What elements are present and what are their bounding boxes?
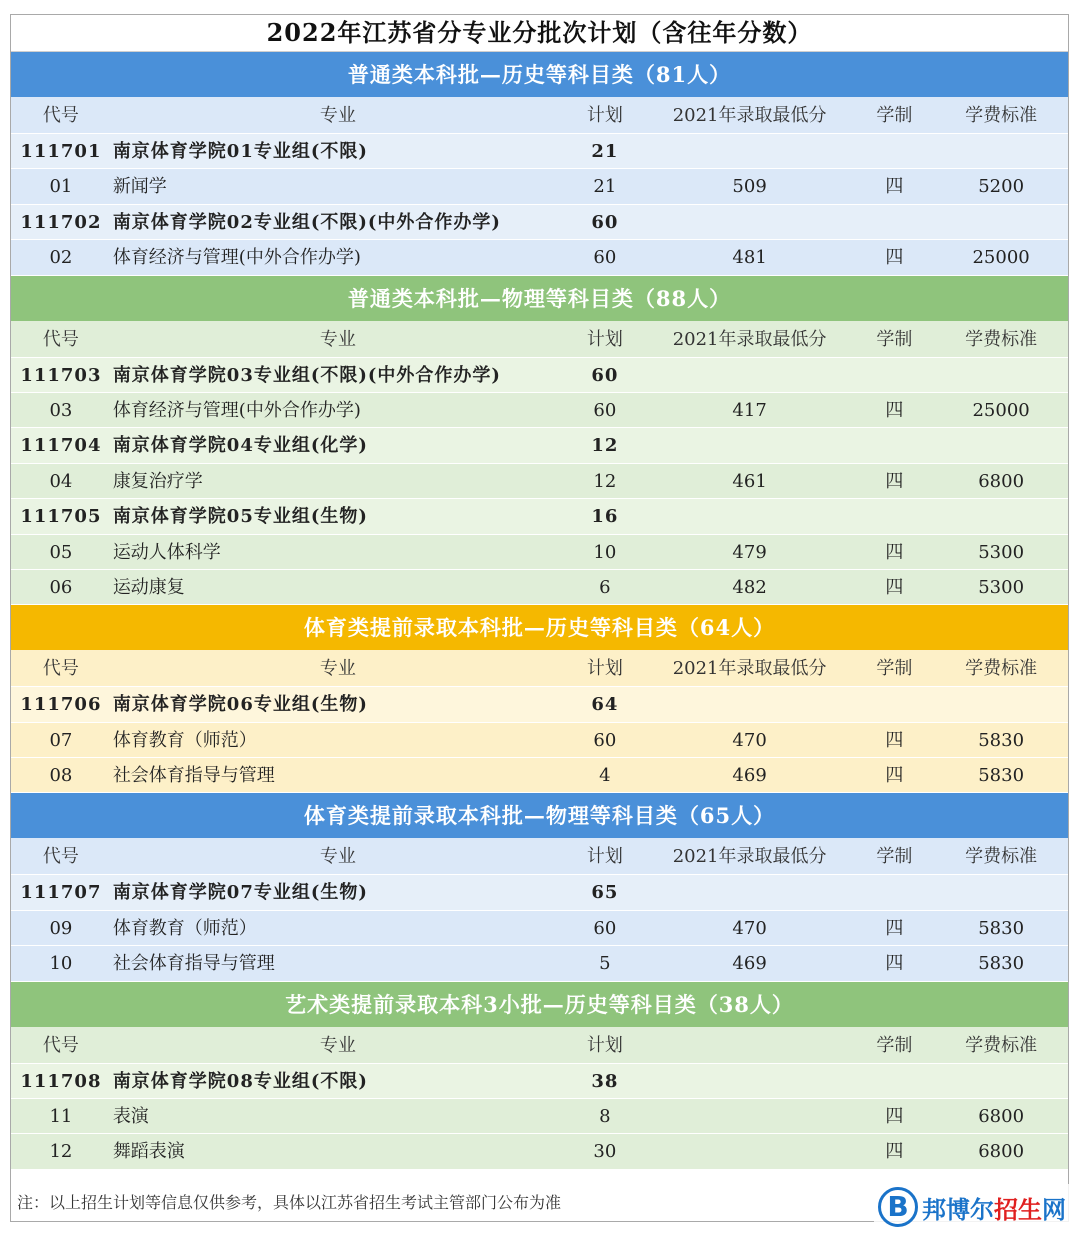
cell-code: 111708 xyxy=(20,1070,102,1092)
cell-plan: 65 xyxy=(591,882,619,904)
group-row xyxy=(11,875,1068,910)
cell-years: 四 xyxy=(885,470,904,492)
cell-major: 舞蹈表演 xyxy=(112,1141,185,1163)
cell-major: 南京体育学院01专业组(不限) xyxy=(112,141,368,162)
cell-plan: 60 xyxy=(593,247,617,269)
cell-plan: 12 xyxy=(593,470,617,492)
cell-score: 417 xyxy=(732,399,767,421)
cell-plan: 16 xyxy=(591,506,619,528)
table-header-row xyxy=(11,650,1068,687)
header-fee: 学费标准 xyxy=(965,105,1038,126)
cell-code: 10 xyxy=(49,953,73,975)
cell-code: 08 xyxy=(49,765,73,787)
footnote: 注：以上招生计划等信息仅供参考，具体以江苏省招生考试主管部门公布为准 xyxy=(11,1185,1068,1221)
header-code: 代号 xyxy=(42,1034,79,1056)
header-major: 专业 xyxy=(319,105,356,126)
watermark-text: 邦博尔招生网 xyxy=(922,1195,1066,1224)
cell-years xyxy=(854,205,934,239)
cell-score xyxy=(645,1134,855,1168)
cell-plan: 4 xyxy=(599,765,611,787)
table-header-row xyxy=(11,321,1068,358)
cell-years: 四 xyxy=(885,917,904,939)
cell-code: 111701 xyxy=(20,141,102,162)
cell-years xyxy=(854,134,934,168)
cell-fee xyxy=(934,499,1068,533)
header-years: 学制 xyxy=(876,1034,913,1056)
cell-major: 体育教育（师范） xyxy=(112,729,257,751)
cell-code: 111705 xyxy=(20,506,102,528)
table-header-row xyxy=(11,97,1068,134)
plan-table xyxy=(10,14,1069,1222)
header-plan: 计划 xyxy=(586,328,623,350)
header-plan: 计划 xyxy=(586,105,623,126)
header-fee: 学费标准 xyxy=(965,328,1038,350)
table-header-row xyxy=(11,838,1068,875)
header-score: 2021年录取最低分 xyxy=(672,328,827,350)
cell-years: 四 xyxy=(885,1141,904,1163)
cell-major: 社会体育指导与管理 xyxy=(112,953,275,975)
cell-years: 四 xyxy=(885,1106,904,1128)
cell-years xyxy=(854,875,934,909)
cell-score: 470 xyxy=(732,729,767,751)
cell-score: 479 xyxy=(732,541,767,563)
cell-code: 111704 xyxy=(20,435,102,457)
table-row xyxy=(11,1134,1068,1169)
header-major: 专业 xyxy=(319,846,356,868)
cell-major: 南京体育学院02专业组(不限)(中外合作办学) xyxy=(112,211,501,233)
cell-fee: 25000 xyxy=(972,247,1030,269)
header-code: 代号 xyxy=(42,658,79,680)
cell-fee: 6800 xyxy=(978,1141,1025,1163)
cell-plan: 12 xyxy=(591,435,619,457)
cell-years xyxy=(854,428,934,462)
cell-major: 体育经济与管理(中外合作办学) xyxy=(112,399,361,421)
cell-score: 470 xyxy=(732,917,767,939)
cell-plan: 38 xyxy=(591,1070,619,1092)
cell-years xyxy=(854,358,934,392)
cell-fee xyxy=(934,687,1068,721)
cell-major: 运动康复 xyxy=(112,576,185,598)
cell-code: 09 xyxy=(49,917,73,939)
table-row xyxy=(11,1099,1068,1134)
cell-major: 南京体育学院04专业组(化学) xyxy=(112,435,368,457)
header-score: 2021年录取最低分 xyxy=(672,658,827,680)
table-row xyxy=(11,911,1068,946)
header-years: 学制 xyxy=(876,846,913,868)
cell-code: 05 xyxy=(49,541,73,563)
cell-fee: 25000 xyxy=(972,399,1030,421)
cell-years: 四 xyxy=(885,176,904,198)
section-heading: 体育类提前录取本科批—历史等科目类（64人） xyxy=(11,605,1068,650)
watermark xyxy=(874,1184,1072,1230)
cell-fee xyxy=(934,134,1068,168)
header-major: 专业 xyxy=(319,328,356,350)
section-heading: 体育类提前录取本科批—物理等科目类（65人） xyxy=(11,793,1068,838)
group-row xyxy=(11,1064,1068,1099)
cell-score xyxy=(645,1099,855,1133)
header-plan: 计划 xyxy=(586,1034,623,1056)
table-row xyxy=(11,240,1068,275)
table-row xyxy=(11,570,1068,605)
cell-code: 11 xyxy=(49,1106,73,1128)
cell-major: 体育经济与管理(中外合作办学) xyxy=(112,247,361,269)
cell-code: 01 xyxy=(49,176,73,198)
cell-code: 111702 xyxy=(20,211,102,233)
table-row xyxy=(11,723,1068,758)
group-row xyxy=(11,687,1068,722)
table-row xyxy=(11,535,1068,570)
cell-score: 461 xyxy=(732,470,767,492)
table-row xyxy=(11,169,1068,204)
header-code: 代号 xyxy=(42,846,79,868)
cell-fee xyxy=(934,358,1068,392)
cell-plan: 60 xyxy=(591,364,619,386)
cell-code: 111707 xyxy=(20,882,102,904)
cell-plan: 6 xyxy=(599,576,611,598)
cell-plan: 64 xyxy=(591,694,619,716)
header-score: 2021年录取最低分 xyxy=(672,846,827,868)
cell-code: 06 xyxy=(49,576,73,598)
cell-fee: 5830 xyxy=(978,953,1025,975)
cell-score xyxy=(645,428,855,462)
cell-score: 469 xyxy=(732,953,767,975)
cell-fee xyxy=(934,1064,1068,1098)
cell-code: 12 xyxy=(49,1141,73,1163)
header-years: 学制 xyxy=(876,658,913,680)
cell-major: 表演 xyxy=(112,1106,149,1128)
page-title: 2022年江苏省分专业分批次计划（含往年分数） xyxy=(11,15,1068,52)
cell-years xyxy=(854,499,934,533)
table-header-row xyxy=(11,1027,1068,1064)
section-2 xyxy=(11,276,1068,606)
section-3 xyxy=(11,605,1068,793)
cell-plan: 21 xyxy=(593,176,617,198)
cell-major: 新闻学 xyxy=(112,176,167,198)
cell-years: 四 xyxy=(885,576,904,598)
cell-code: 02 xyxy=(49,247,73,269)
cell-plan: 60 xyxy=(591,211,619,233)
cell-major: 南京体育学院03专业组(不限)(中外合作办学) xyxy=(112,364,501,386)
group-row xyxy=(11,428,1068,463)
cell-code: 04 xyxy=(49,470,73,492)
header-fee: 学费标准 xyxy=(965,846,1038,868)
cell-major: 运动人体科学 xyxy=(112,541,221,563)
cell-code: 07 xyxy=(49,729,73,751)
group-row xyxy=(11,205,1068,240)
cell-years xyxy=(854,1064,934,1098)
cell-major: 社会体育指导与管理 xyxy=(112,765,275,787)
cell-fee: 5830 xyxy=(978,765,1025,787)
cell-score xyxy=(645,499,855,533)
sections-container xyxy=(11,52,1068,1170)
cell-score xyxy=(645,134,855,168)
cell-code: 03 xyxy=(49,399,73,421)
header-score xyxy=(645,1027,855,1063)
cell-fee: 6800 xyxy=(978,1106,1025,1128)
cell-fee: 5830 xyxy=(978,729,1025,751)
cell-plan: 8 xyxy=(599,1106,611,1128)
header-code: 代号 xyxy=(42,105,79,126)
header-score: 2021年录取最低分 xyxy=(672,105,827,126)
cell-score: 509 xyxy=(732,176,767,198)
table-row xyxy=(11,758,1068,793)
section-heading: 艺术类提前录取本科3小批—历史等科目类（38人） xyxy=(11,982,1068,1027)
cell-years: 四 xyxy=(885,541,904,563)
cell-score xyxy=(645,1064,855,1098)
cell-years: 四 xyxy=(885,765,904,787)
section-heading: 普通类本科批—历史等科目类（81人） xyxy=(11,52,1068,97)
cell-years: 四 xyxy=(885,953,904,975)
cell-plan: 21 xyxy=(591,141,619,162)
cell-years: 四 xyxy=(885,247,904,269)
table-row xyxy=(11,946,1068,981)
section-heading: 普通类本科批—物理等科目类（88人） xyxy=(11,276,1068,321)
cell-major: 南京体育学院07专业组(生物) xyxy=(112,882,368,904)
cell-years: 四 xyxy=(885,399,904,421)
cell-fee xyxy=(934,875,1068,909)
cell-fee: 5200 xyxy=(978,176,1025,198)
table-row xyxy=(11,464,1068,499)
header-major: 专业 xyxy=(319,1034,356,1056)
cell-plan: 60 xyxy=(593,399,617,421)
cell-major: 康复治疗学 xyxy=(112,470,203,492)
cell-code: 111706 xyxy=(20,694,102,716)
cell-plan: 30 xyxy=(593,1141,617,1163)
section-4 xyxy=(11,793,1068,981)
cell-plan: 5 xyxy=(599,953,611,975)
cell-score xyxy=(645,875,855,909)
cell-score: 482 xyxy=(732,576,767,598)
cell-plan: 60 xyxy=(593,917,617,939)
cell-score xyxy=(645,205,855,239)
header-plan: 计划 xyxy=(586,658,623,680)
header-code: 代号 xyxy=(42,328,79,350)
header-major: 专业 xyxy=(319,658,356,680)
cell-score xyxy=(645,687,855,721)
cell-score: 469 xyxy=(732,765,767,787)
cell-major: 体育教育（师范） xyxy=(112,917,257,939)
cell-score: 481 xyxy=(732,247,767,269)
group-row xyxy=(11,358,1068,393)
cell-fee: 5300 xyxy=(978,541,1025,563)
cell-plan: 60 xyxy=(593,729,617,751)
cell-major: 南京体育学院06专业组(生物) xyxy=(112,694,368,716)
watermark-logo-icon: B xyxy=(878,1187,918,1227)
cell-fee xyxy=(934,205,1068,239)
header-years: 学制 xyxy=(876,328,913,350)
cell-major: 南京体育学院08专业组(不限) xyxy=(112,1070,368,1092)
header-fee: 学费标准 xyxy=(965,1034,1038,1056)
table-row xyxy=(11,393,1068,428)
section-1 xyxy=(11,52,1068,276)
section-5 xyxy=(11,982,1068,1170)
group-row xyxy=(11,134,1068,169)
header-years: 学制 xyxy=(876,105,913,126)
cell-fee: 5300 xyxy=(978,576,1025,598)
cell-fee: 6800 xyxy=(978,470,1025,492)
cell-years: 四 xyxy=(885,729,904,751)
cell-plan: 10 xyxy=(593,541,617,563)
header-fee: 学费标准 xyxy=(965,658,1038,680)
cell-fee: 5830 xyxy=(978,917,1025,939)
cell-code: 111703 xyxy=(20,364,102,386)
cell-major: 南京体育学院05专业组(生物) xyxy=(112,506,368,528)
cell-years xyxy=(854,687,934,721)
group-row xyxy=(11,499,1068,534)
header-plan: 计划 xyxy=(586,846,623,868)
cell-score xyxy=(645,358,855,392)
cell-fee xyxy=(934,428,1068,462)
